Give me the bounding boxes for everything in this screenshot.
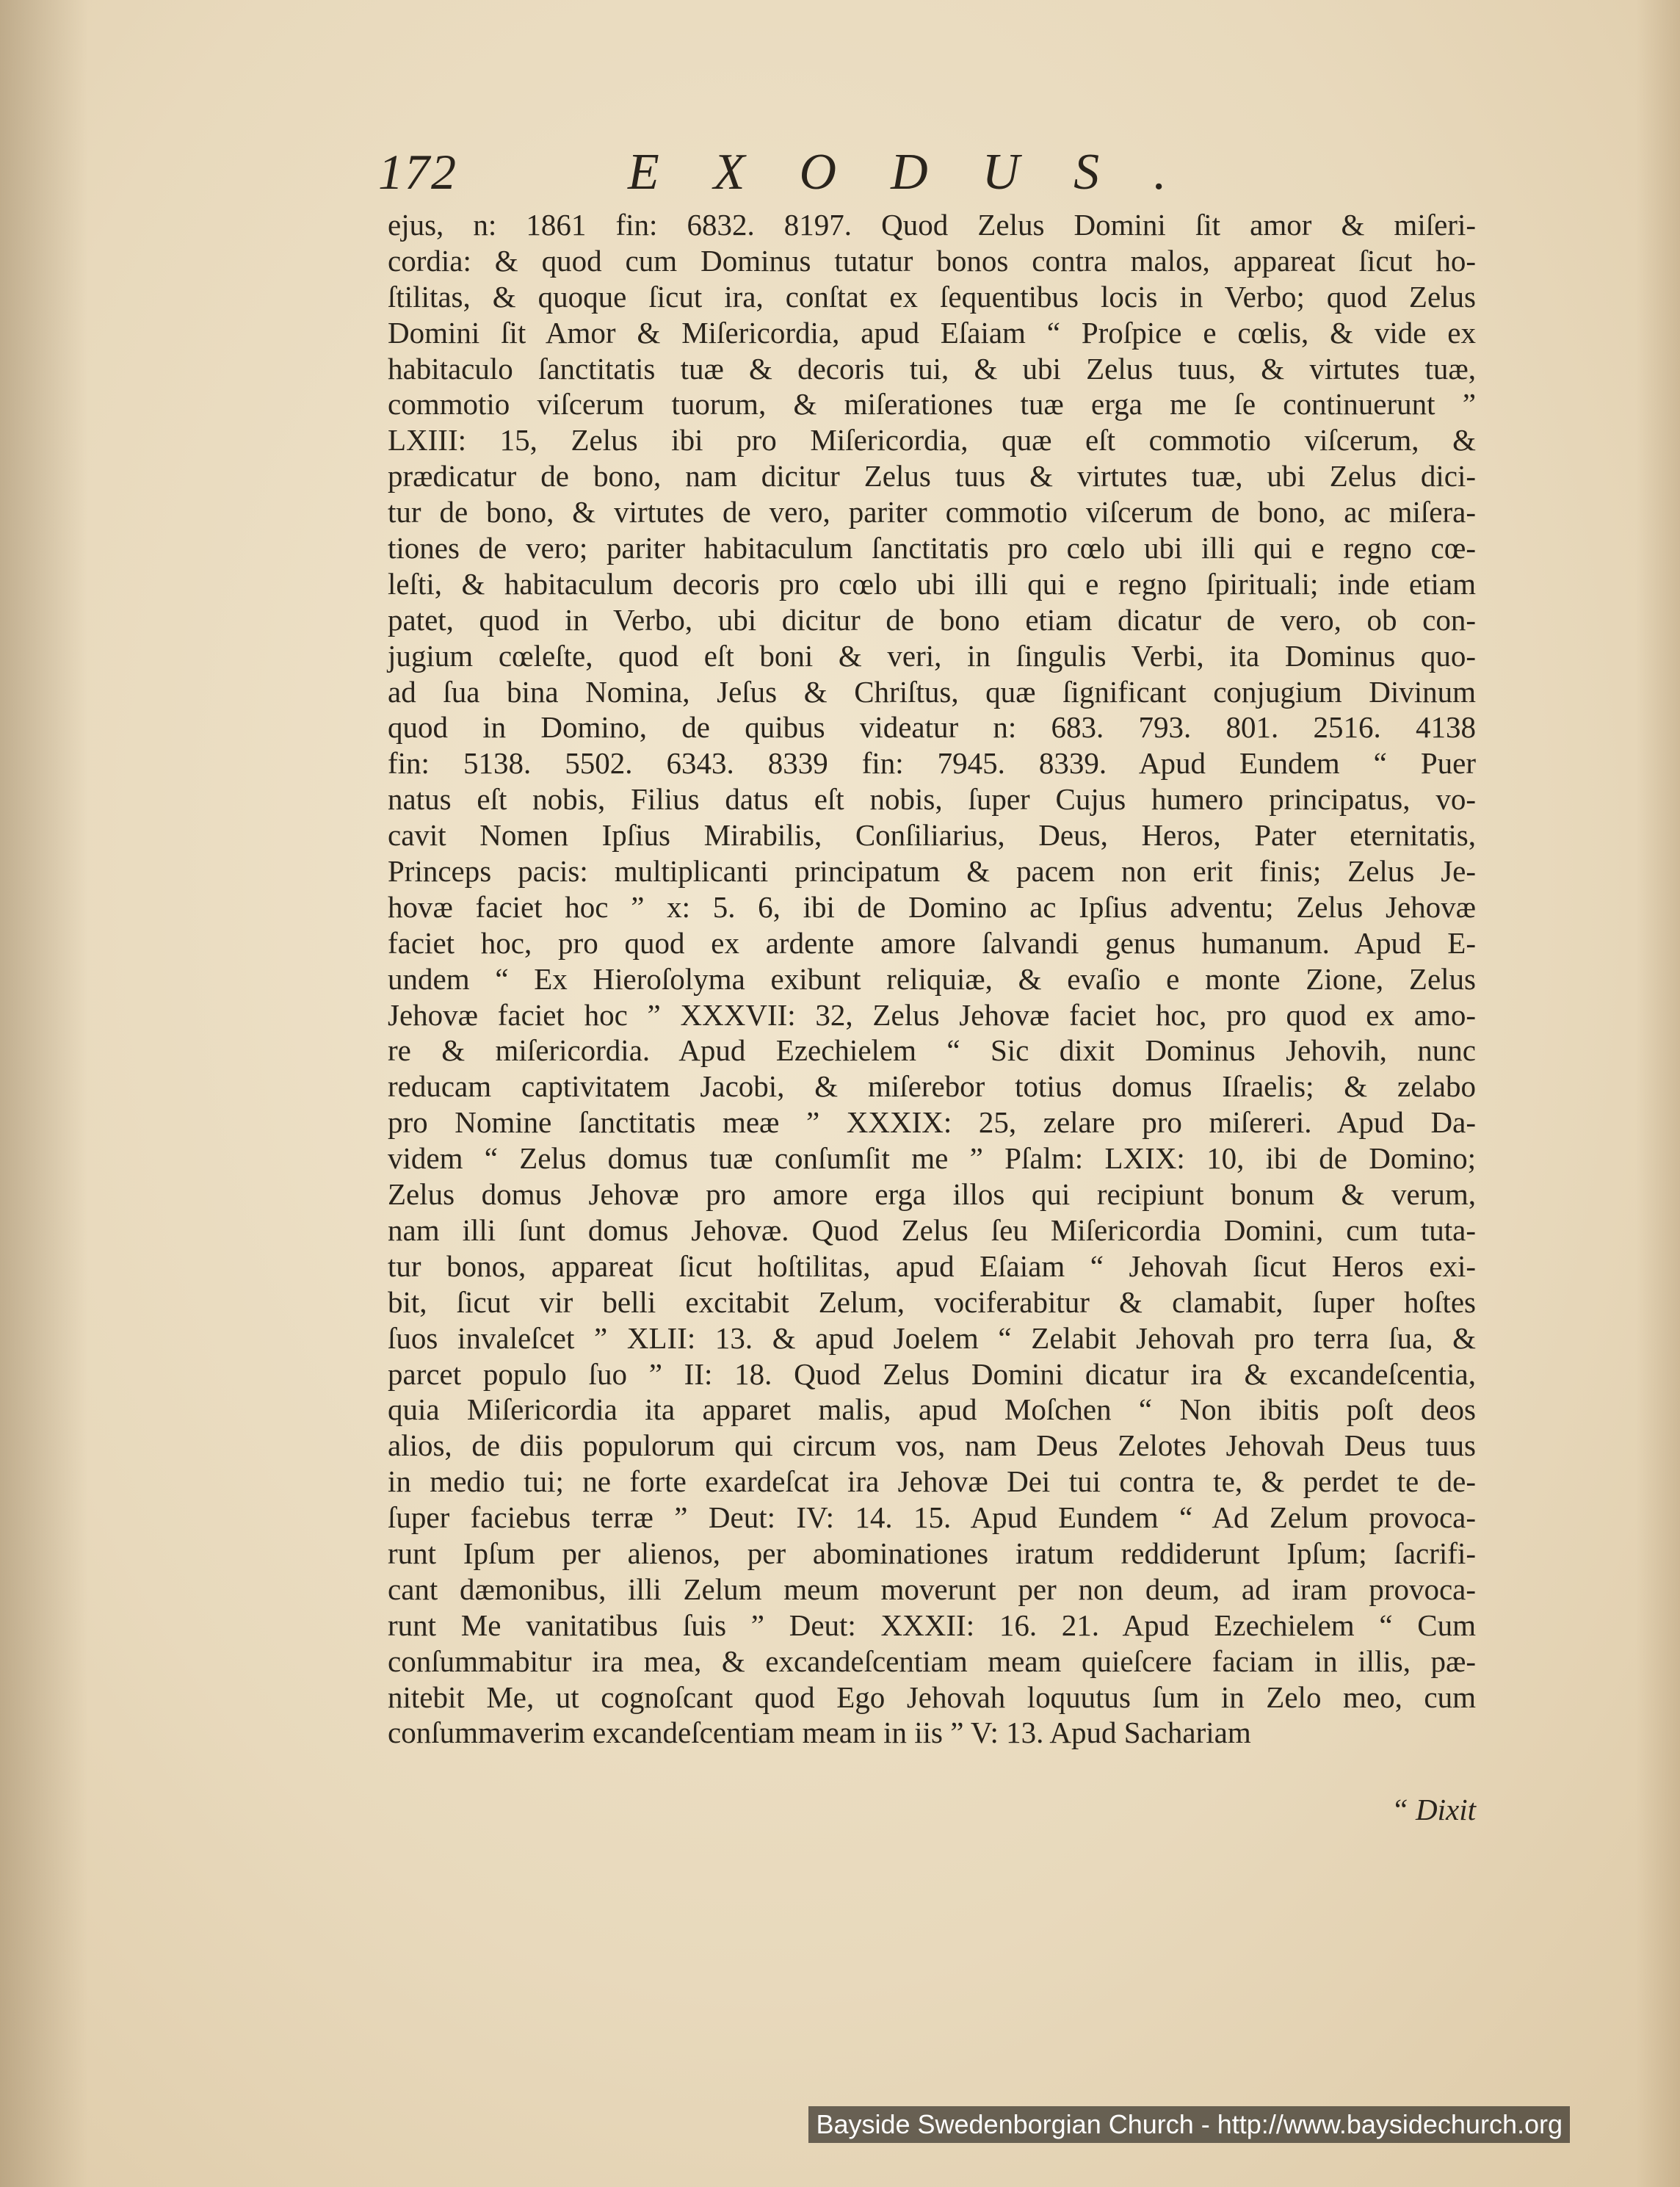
text-line: reducam captivitatem Jacobi, & miſerebor totius domus Iſraelis; & zelabo (388, 1069, 1476, 1104)
text-line: videm “ Zelus domus tuæ conſumſit me ” Pſalm: LXIX: 10, ibi de Domino; (388, 1141, 1476, 1176)
text-line: undem “ Ex Hieroſolyma exibunt reliquiæ, & evaſio e monte Zione, Zelus (388, 961, 1476, 996)
body-text (388, 207, 1476, 1751)
text-line: conſummaverim excandeſcentiam meam in iis ” V: 13. Apud Sachariam (388, 1716, 1251, 1750)
text-line: ejus, n: 1861 fin: 6832. 8197. Quod Zelus Domini ſit amor & miſeri- (388, 208, 1476, 242)
watermark: Bayside Swedenborgian Church - http://www.baysidechurch.org (808, 2106, 1570, 2143)
text-line: cant dæmonibus, illi Zelum meum moverunt per non deum, ad iram provoca- (388, 1572, 1476, 1606)
text-line: ſuper faciebus terræ ” Deut: IV: 14. 15. Apud Eundem “ Ad Zelum provoca- (388, 1500, 1476, 1535)
text-line: nitebit Me, ut cognoſcant quod Ego Jehovah loquutus ſum in Zelo meo, cum (388, 1680, 1476, 1714)
text-line: alios, de diis populorum qui circum vos, nam Deus Zelotes Jehovah Deus tuus (388, 1428, 1476, 1463)
text-line: commotio viſcerum tuorum, & miſerationes tuæ erga me ſe continuerunt ” (388, 387, 1476, 422)
text-line: Jehovæ faciet hoc ” XXXVII: 32, Zelus Jehovæ faciet hoc, pro quod ex amo- (388, 997, 1476, 1032)
page-number: 172 (378, 144, 457, 200)
text-line: LXIII: 15, Zelus ibi pro Miſericordia, quæ eſt commotio viſcerum, & (388, 423, 1476, 458)
text-line: re & miſericordia. Apud Ezechielem “ Sic dixit Dominus Jehovih, nunc (388, 1033, 1476, 1068)
text-line: cordia: & quod cum Dominus tutatur bonos contra malos, appareat ſicut ho- (388, 243, 1476, 278)
running-title: EXODUS. (628, 144, 1221, 200)
text-line: cavit Nomen Ipſius Mirabilis, Conſiliarius, Deus, Heros, Pater eternitatis, (388, 818, 1476, 853)
text-line: tur bonos, appareat ſicut hoſtilitas, apud Eſaiam “ Jehovah ſicut Heros exi- (388, 1248, 1476, 1283)
text-line: Domini ſit Amor & Miſericordia, apud Eſaiam “ Proſpice e cœlis, & vide ex (388, 315, 1476, 350)
text-line: quod in Domino, de quibus videatur n: 683. 793. 801. 2516. 4138 (388, 710, 1476, 745)
text-line: Zelus domus Jehovæ pro amore erga illos qui recipiunt bonum & verum, (388, 1177, 1476, 1212)
text-line: prædicatur de bono, nam dicitur Zelus tuus & virtutes tuæ, ubi Zelus dici- (388, 459, 1476, 494)
text-line: tiones de vero; pariter habitaculum ſanctitatis pro cœlo ubi illi qui e regno cœ- (388, 531, 1476, 565)
text-line: parcet populo ſuo ” II: 18. Quod Zelus Domini dicatur ira & excandeſcentia, (388, 1356, 1476, 1391)
text-line: pro Nomine ſanctitatis meæ ” XXXIX: 25, zelare pro miſereri. Apud Da- (388, 1105, 1476, 1140)
text-line: runt Ipſum per alienos, per abominationes iratum reddiderunt Ipſum; ſacrifi- (388, 1536, 1476, 1570)
text-line: nam illi ſunt domus Jehovæ. Quod Zelus ſeu Miſericordia Domini, cum tuta- (388, 1212, 1476, 1247)
text-line: Princeps pacis: multiplicanti principatum & pacem non erit finis; Zelus Je- (388, 854, 1476, 889)
text-line: hovæ faciet hoc ” x: 5. 6, ibi de Domino ac Ipſius adventu; Zelus Jehovæ (388, 889, 1476, 924)
text-line: natus eſt nobis, Filius datus eſt nobis, ſuper Cujus humero principatus, vo- (388, 782, 1476, 817)
catchword: “ Dixit (1391, 1793, 1476, 1826)
text-line: ad ſua bina Nomina, Jeſus & Chriſtus, quæ ſignificant conjugium Divinum (388, 674, 1476, 709)
text-line: jugium cœleſte, quod eſt boni & veri, in ſingulis Verbi, ita Dominus quo- (388, 638, 1476, 673)
text-line: in medio tui; ne forte exardeſcat ira Jehovæ Dei tui contra te, & perdet te de- (388, 1464, 1476, 1499)
text-line: leſti, & habitaculum decoris pro cœlo ubi illi qui e regno ſpirituali; inde etiam (388, 566, 1476, 601)
gutter-shadow (0, 0, 88, 2187)
text-line: tur de bono, & virtutes de vero, pariter commotio viſcerum de bono, ac miſera- (388, 495, 1476, 529)
text-line: runt Me vanitatibus ſuis ” Deut: XXXII: 16. 21. Apud Ezechielem “ Cum (388, 1608, 1476, 1642)
text-line: ſtilitas, & quoque ſicut ira, conſtat ex ſequentibus locis in Verbo; quod Zelus (388, 279, 1476, 314)
text-line: quia Miſericordia ita apparet malis, apud Moſchen “ Non ibitis poſt deos (388, 1392, 1476, 1427)
page-edge-shadow (1636, 0, 1680, 2187)
text-line: conſummabitur ira mea, & excandeſcentiam meam quieſcere faciam in illis, pæ- (388, 1644, 1476, 1678)
text-line: fin: 5138. 5502. 6343. 8339 fin: 7945. 8339. Apud Eundem “ Puer (388, 746, 1476, 781)
page-header (378, 143, 1480, 209)
text-line: patet, quod in Verbo, ubi dicitur de bono etiam dicatur de vero, ob con- (388, 602, 1476, 637)
text-line: bit, ſicut vir belli excitabit Zelum, vociferabitur & clamabit, ſuper hoſtes (388, 1284, 1476, 1319)
text-line: habitaculo ſanctitatis tuæ & decoris tui, & ubi Zelus tuus, & virtutes tuæ, (388, 351, 1476, 386)
text-line: ſuos invaleſcet ” XLII: 13. & apud Joelem “ Zelabit Jehovah pro terra ſua, & (388, 1320, 1476, 1355)
text-line: faciet hoc, pro quod ex ardente amore ſalvandi genus humanum. Apud E- (388, 925, 1476, 960)
